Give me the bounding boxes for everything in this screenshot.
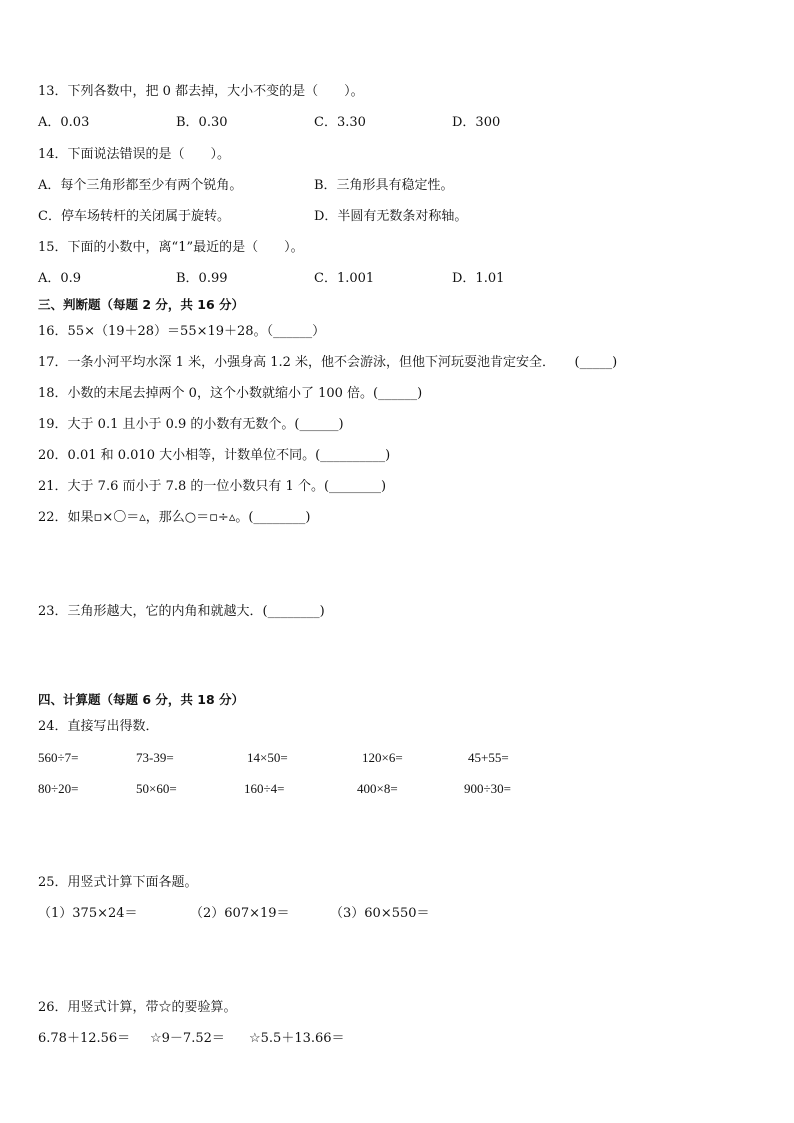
judge-item: 23．三角形越大，它的内角和就越大．(________) — [38, 604, 325, 619]
q15-option-a: A．0.9 — [38, 271, 82, 286]
judge-item: 17．一条小河平均水深 1 米，小强身高 1.2 米，他不会游泳，但他下河玩耍池肯定安全． (_____) — [38, 355, 618, 370]
judge-item: 22．如果▫×〇＝▵，那么○＝▫÷▵。(________) — [38, 510, 311, 525]
q24-cell: 14×50= — [247, 750, 288, 765]
q13-option-d: D．300 — [452, 115, 501, 130]
q24-cell: 120×6= — [362, 750, 403, 765]
q13-option-c: C．3.30 — [314, 115, 366, 130]
q14-option-d: D．半圆有无数条对称轴。 — [314, 209, 468, 224]
q24-cell: 45+55= — [468, 750, 509, 765]
q13-option-b: B．0.30 — [176, 115, 228, 130]
q25-item: （2）607×19＝ — [190, 906, 290, 921]
q24-cell: 73-39= — [136, 750, 174, 765]
q15-stem: 15．下面的小数中，离“1”最近的是（ ）。 — [38, 240, 304, 255]
judge-item: 20．0.01 和 0.010 大小相等，计数单位不同。(__________) — [38, 448, 391, 463]
q15-option-c: C．1.001 — [314, 271, 375, 286]
q24-cell: 80÷20= — [38, 781, 79, 796]
q24-stem: 24．直接写出得数． — [38, 719, 159, 734]
judge-item: 21．大于 7.6 而小于 7.8 的一位小数只有 1 个。(________) — [38, 479, 387, 494]
q26-stem: 26．用竖式计算，带☆的要验算。 — [38, 1000, 237, 1015]
q25-item: （3）60×550＝ — [330, 906, 430, 921]
q25-stem: 25．用竖式计算下面各题。 — [38, 875, 198, 890]
q14-stem: 14．下面说法错误的是（ ）。 — [38, 147, 231, 162]
q25-item: （1）375×24＝ — [38, 906, 138, 921]
q14-option-c: C．停车场转杆的关闭属于旋转。 — [38, 209, 230, 224]
q24-cell: 400×8= — [357, 781, 398, 796]
q14-option-a: A．每个三角形都至少有两个锐角。 — [38, 178, 243, 193]
q26-item: ☆5.5＋13.66＝ — [249, 1031, 345, 1046]
q24-cell: 560÷7= — [38, 750, 79, 765]
q15-option-b: B．0.99 — [176, 271, 228, 286]
q14-option-b: B．三角形具有稳定性。 — [314, 178, 454, 193]
judge-item: 16．55×（19＋28）＝55×19＋28。（______） — [38, 324, 326, 339]
q13-option-a: A．0.03 — [38, 115, 90, 130]
q13-stem: 13．下列各数中，把 0 都去掉，大小不变的是（ ）。 — [38, 84, 364, 99]
q24-cell: 50×60= — [136, 781, 177, 796]
q24-cell: 900÷30= — [464, 781, 511, 796]
q26-item: ☆9－7.52＝ — [150, 1031, 225, 1046]
section-heading-judge: 三、判断题（每题 2 分，共 16 分） — [38, 297, 245, 312]
q15-option-d: D．1.01 — [452, 271, 505, 286]
q26-item: 6.78＋12.56＝ — [38, 1031, 131, 1046]
judge-item: 18．小数的末尾去掉两个 0，这个小数就缩小了 100 倍。(______) — [38, 386, 423, 401]
q24-cell: 160÷4= — [244, 781, 285, 796]
judge-item: 19．大于 0.1 且小于 0.9 的小数有无数个。(______) — [38, 417, 344, 432]
section-heading-calc: 四、计算题（每题 6 分，共 18 分） — [38, 692, 245, 707]
